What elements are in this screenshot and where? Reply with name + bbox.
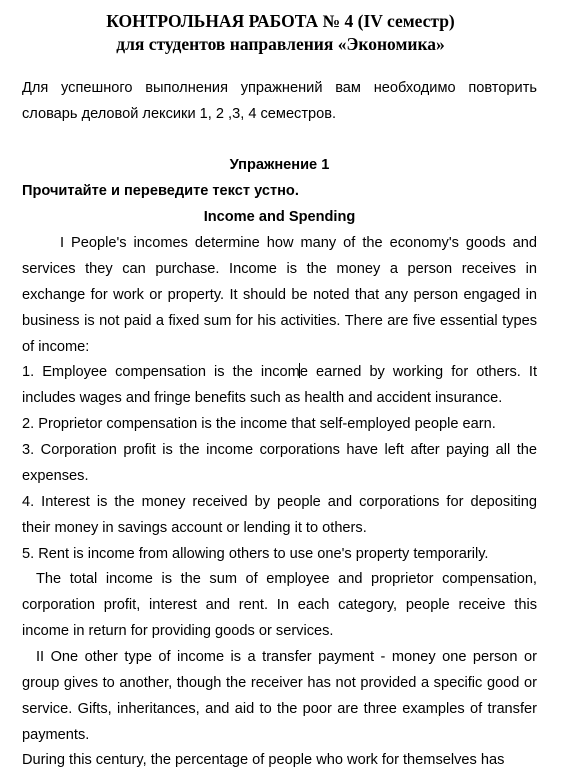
paragraph-2: The total income is the sum of employee and proprietor compensation, corporation profit, interest and rent. In each category, people receive this income in return for providing goods or services. [22, 571, 537, 639]
list-item-2: 2. Proprietor compensation is the income that self-employed people earn. [22, 416, 496, 432]
paragraph-4: During this century, the percentage of people who work for themselves has [22, 752, 505, 768]
text-title: Income and Spending [203, 209, 356, 225]
page-subtitle: для студентов направления «Экономика» [116, 34, 445, 54]
list-item-1-text-end: e earned by working for others. It includes wages and fringe benefits such as health and accident insurance. [22, 364, 537, 406]
page-title: КОНТРОЛЬНАЯ РАБОТА № 4 (IV семестр) [106, 11, 455, 31]
list-item-4: 4. Interest is the money received by people and corporations for depositing their money in savings account or lending it to others. [22, 494, 537, 536]
exercise-instruction: Прочитайте и переведите текст устно. [22, 183, 299, 199]
exercise-title: Упражнение 1 [229, 157, 330, 173]
paragraph-3: II One other type of income is a transfer payment - money one person or group gives to another, though the receiver has not provided a specific good or service. Gifts, inheritances, and aid to the poor are three examples of transfer payments. [22, 649, 537, 743]
intro-paragraph: Для успешного выполнения упражнений вам необходимо повторить словарь деловой лексики 1, 2 ,3, 4 семестров. [22, 80, 537, 122]
list-item-1[interactable] [22, 359, 537, 411]
paragraph-1: I People's incomes determine how many of the economy's goods and services they can purchase. Income is the money a person receives in exchange for work or property. It should be noted that any person engaged in business is not paid a fixed sum for his activities. There are five essential types of income: [22, 235, 537, 355]
list-item-3: 3. Corporation profit is the income corporations have left after paying all the expenses. [22, 442, 537, 484]
list-item-1-text-start: 1. Employee compensation is the incom [22, 364, 300, 380]
list-item-5: 5. Rent is income from allowing others to use one's property temporarily. [22, 546, 489, 562]
